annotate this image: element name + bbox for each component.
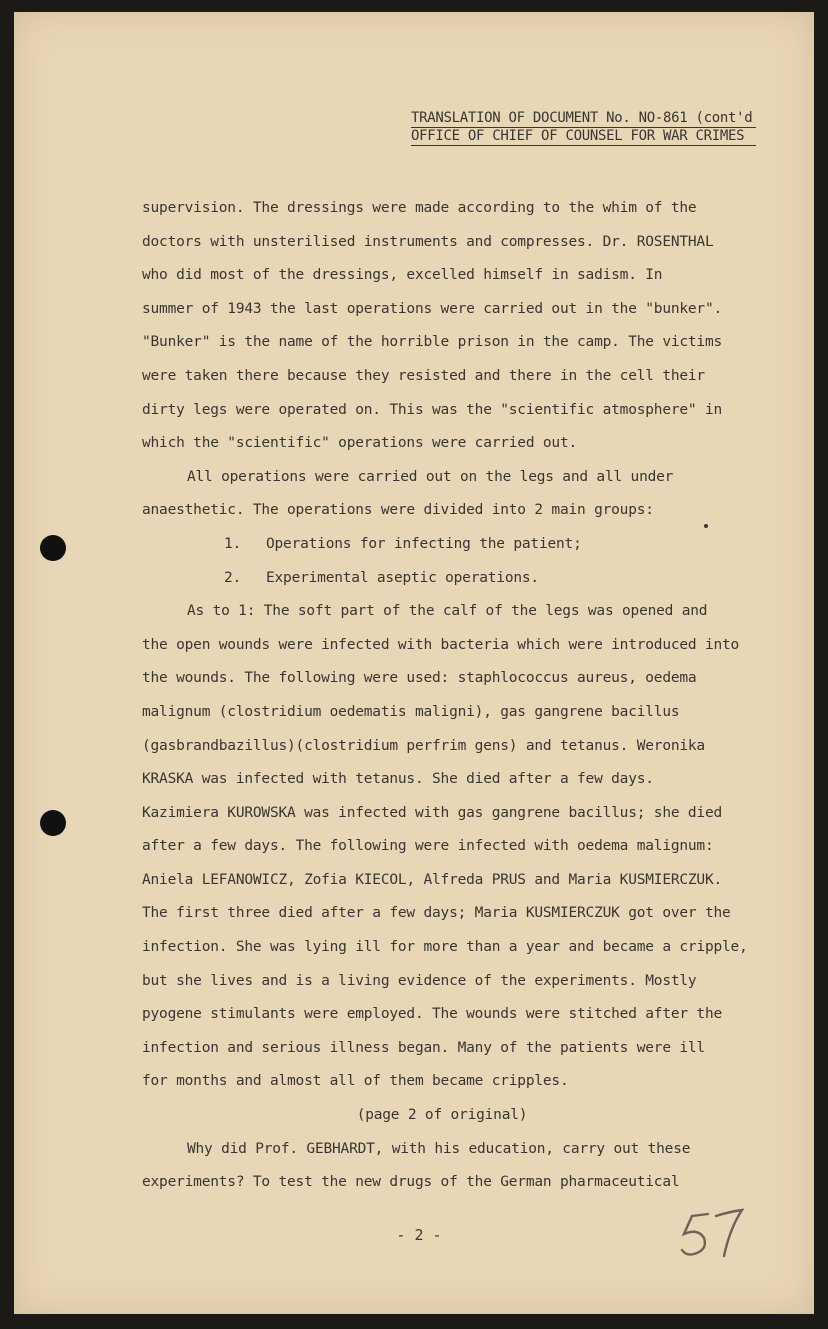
- list-text: Operations for infecting the patient;: [266, 535, 582, 552]
- page-reference: (page 2 of original): [356, 1107, 528, 1124]
- text-line: infection. She was lying ill for more than a year and became a cripple,: [142, 939, 748, 956]
- text-line: which the "scientific" operations were carried out.: [142, 435, 578, 452]
- text-line: KRASKA was infected with tetanus. She died after a few days.: [142, 771, 654, 788]
- list-text: Experimental aseptic operations.: [266, 569, 539, 586]
- text-line: Aniela LEFANOWICZ, Zofia KIECOL, Alfreda PRUS and Maria KUSMIERCZUK.: [142, 871, 723, 888]
- handwritten-page-number: [674, 1202, 764, 1262]
- text-line: pyogene stimulants were employed. The wounds were stitched after the: [142, 1006, 723, 1023]
- text-line: were taken there because they resisted and there in the cell their: [142, 367, 705, 384]
- punch-hole-top: [40, 535, 66, 561]
- text-line: The first three died after a few days; Maria KUSMIERCZUK got over the: [142, 905, 731, 922]
- list-number: 2.: [224, 569, 242, 586]
- text-line: experiments? To test the new drugs of the German pharmaceutical: [142, 1174, 680, 1191]
- text-line: dirty legs were operated on. This was the "scientific atmosphere" in: [142, 401, 723, 418]
- header-line-1: TRANSLATION OF DOCUMENT No. NO-861 (cont'd: [411, 110, 756, 128]
- text-line: the open wounds were infected with bacteria which were introduced into: [142, 636, 740, 653]
- body-text: [142, 192, 748, 1200]
- list-item: [142, 528, 742, 562]
- text-line: for months and almost all of them became cripples.: [142, 1073, 569, 1090]
- list-item: [142, 562, 742, 596]
- paragraph-start-line: As to 1: The soft part of the calf of the legs was opened and: [187, 603, 708, 620]
- text-line: but she lives and is a living evidence of the experiments. Mostly: [142, 972, 697, 989]
- header-line-2: OFFICE OF CHIEF OF COUNSEL FOR WAR CRIMES: [411, 128, 756, 146]
- text-line: Kazimiera KUROWSKA was infected with gas gangrene bacillus; she died: [142, 804, 723, 821]
- text-line: doctors with unsterilised instruments and compresses. Dr. ROSENTHAL: [142, 233, 714, 250]
- text-line: malignum (clostridium oedematis maligni), gas gangrene bacillus: [142, 703, 680, 720]
- document-page: [14, 12, 814, 1314]
- text-line: "Bunker" is the name of the horrible prison in the camp. The victims: [142, 334, 723, 351]
- text-line: anaesthetic. The operations were divided into 2 main groups:: [142, 502, 654, 519]
- punch-hole-bottom: [40, 810, 66, 836]
- text-line: supervision. The dressings were made according to the whim of the: [142, 200, 697, 216]
- text-line: the wounds. The following were used: staphlococcus aureus, oedema: [142, 670, 697, 687]
- text-line: summer of 1943 the last operations were carried out in the "bunker".: [142, 300, 723, 317]
- paragraph-start-line: All operations were carried out on the legs and all under: [187, 468, 674, 485]
- text-line: infection and serious illness began. Many of the patients were ill: [142, 1039, 705, 1056]
- text-line: (gasbrandbazillus)(clostridium perfrim gens) and tetanus. Weronika: [142, 737, 705, 754]
- text-line: after a few days. The following were infected with oedema malignum:: [142, 838, 714, 855]
- paragraph-start-line: Why did Prof. GEBHARDT, with his education, carry out these: [187, 1140, 691, 1157]
- text-line: who did most of the dressings, excelled himself in sadism. In: [142, 267, 663, 284]
- list-number: 1.: [224, 535, 242, 552]
- document-header: [411, 110, 756, 146]
- page-number: - 2 -: [396, 1226, 442, 1244]
